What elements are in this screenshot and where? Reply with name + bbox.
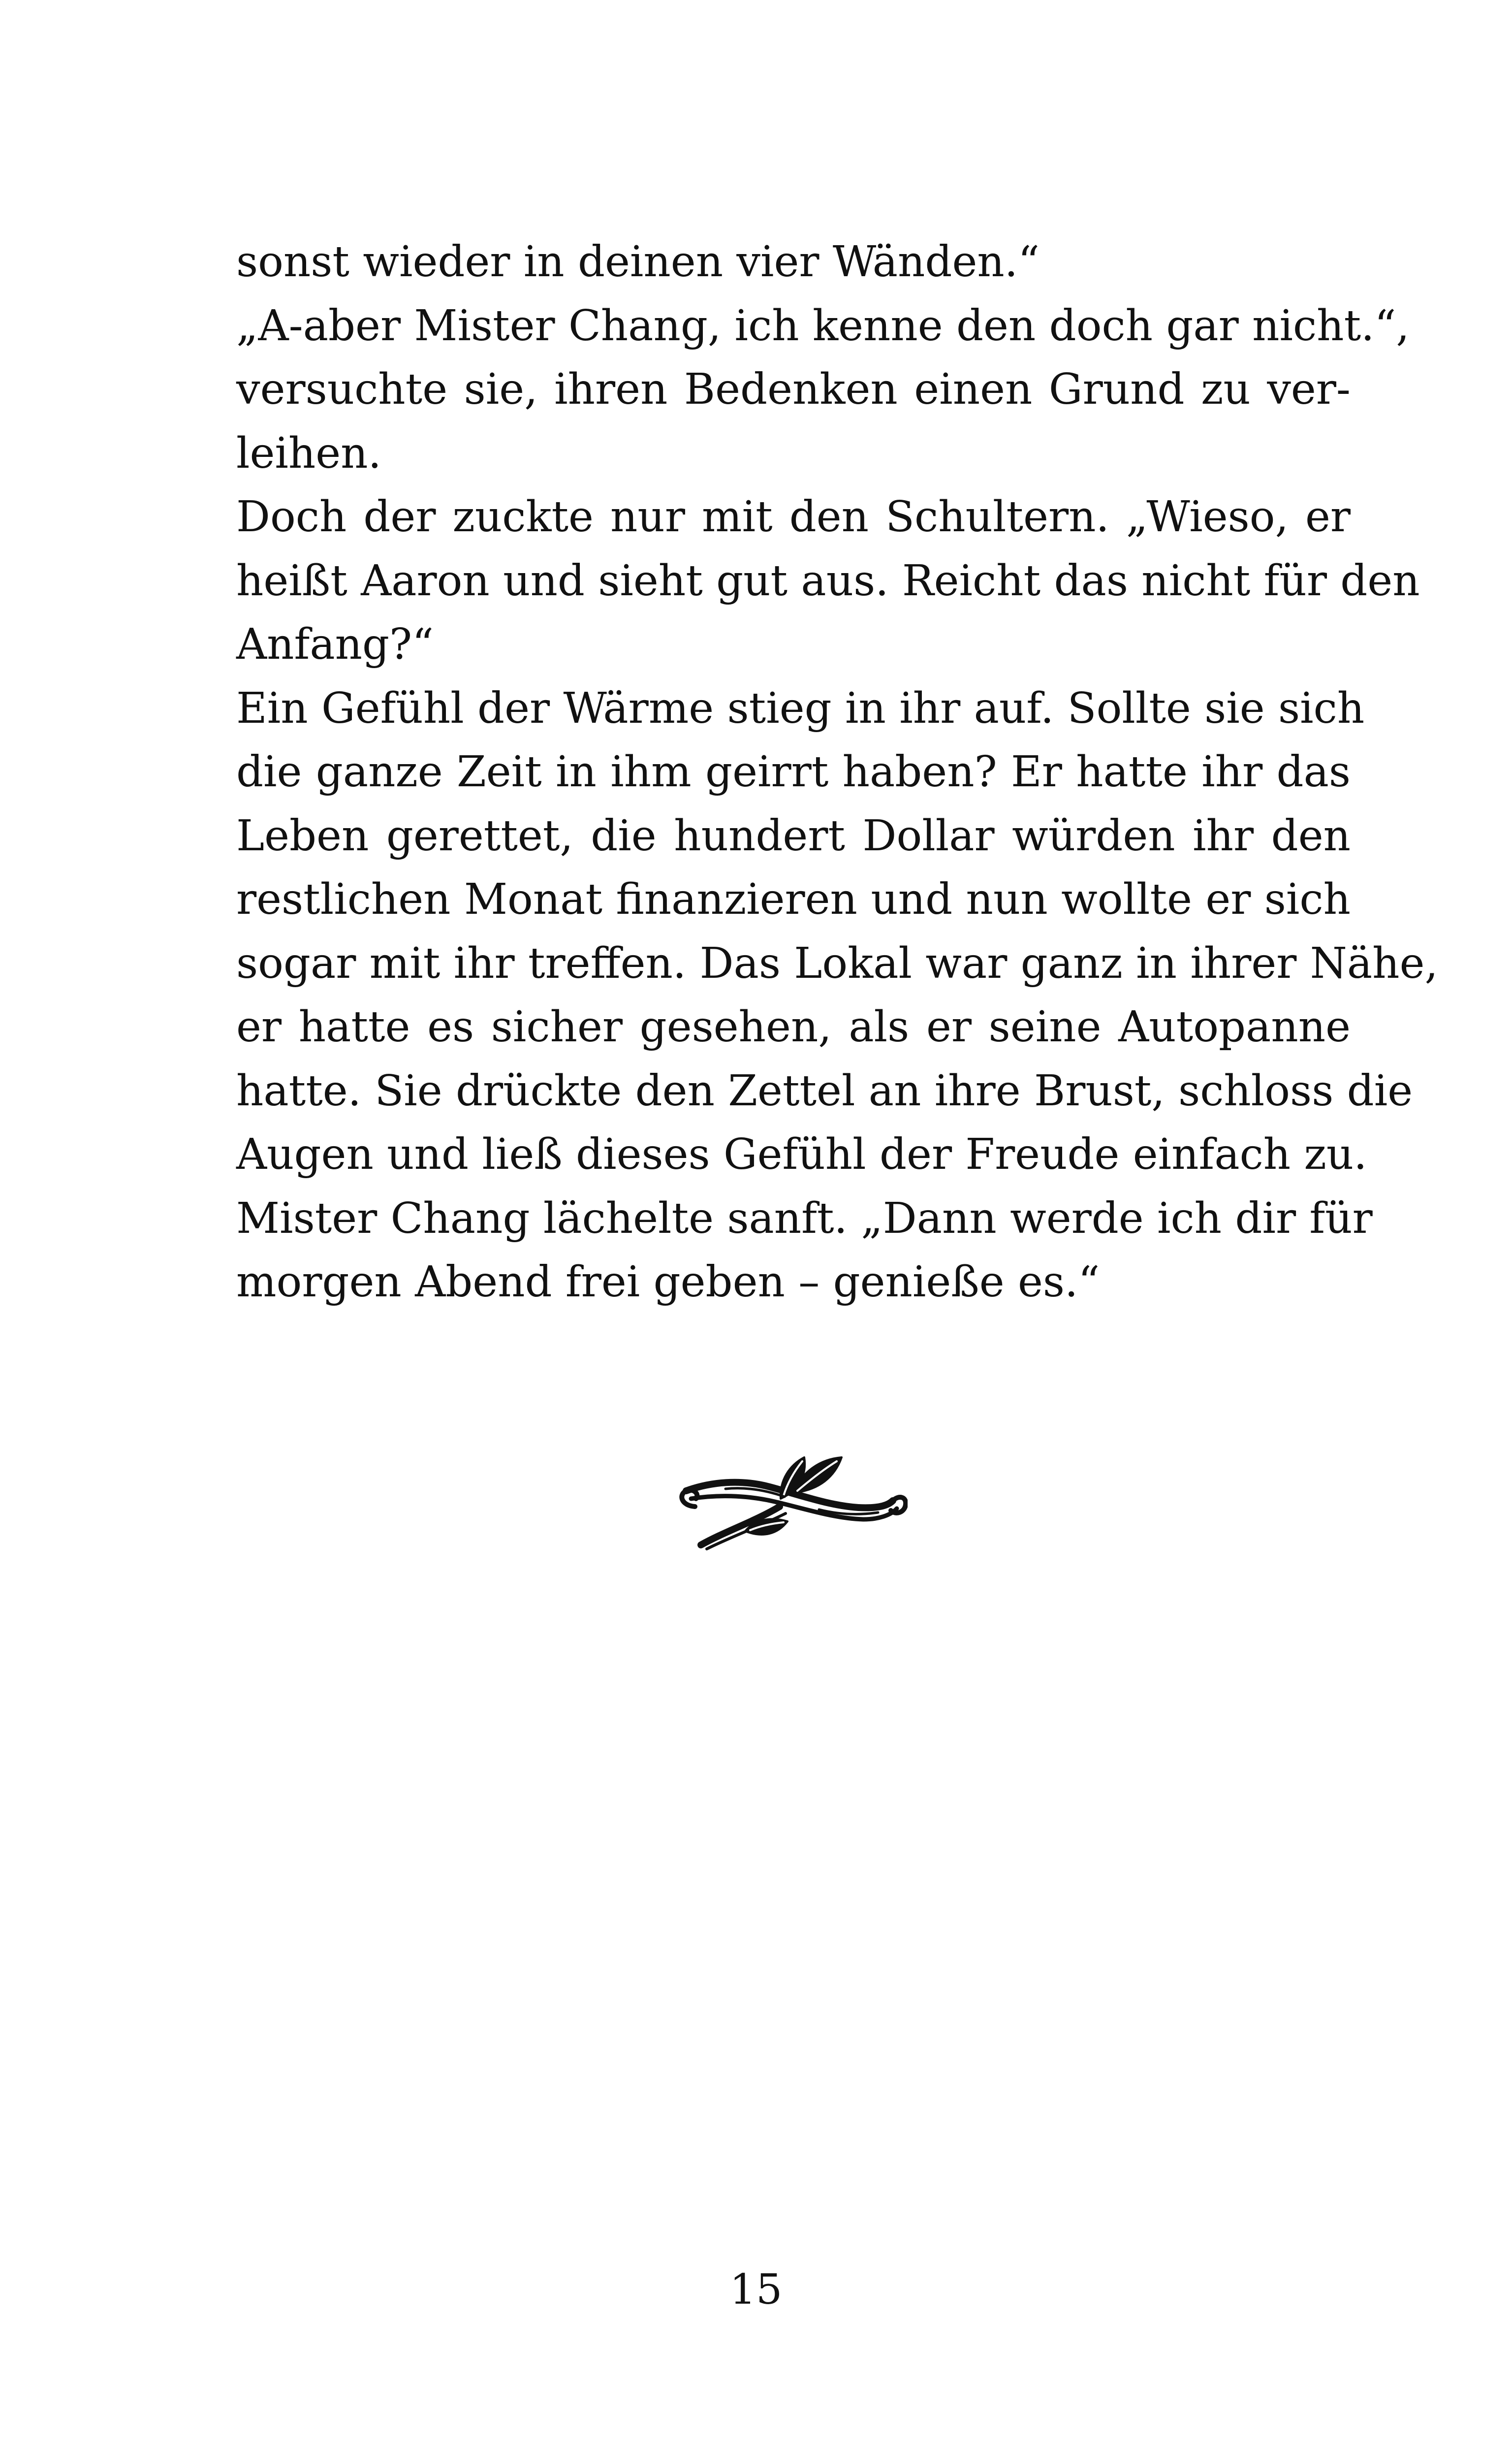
text-line: Augen und ließ dieses Gefühl der Freude einfach zu. (236, 1130, 1367, 1179)
body-text (236, 230, 1438, 1315)
text-line: Leben gerettet, die hundert Dollar würden ihr den (236, 811, 1351, 861)
text-line: Mister Chang lächelte sanft. „Dann werde ich dir für (236, 1193, 1373, 1243)
text-line: sogar mit ihr treffen. Das Lokal war ganz in ihrer Nähe, (236, 938, 1438, 988)
leaf-flourish-icon (671, 1447, 908, 1556)
text-line: Ein Gefühl der Wärme stieg in ihr auf. Sollte sie sich (236, 683, 1365, 733)
text-line: leihen. (236, 428, 381, 478)
text-line: er hatte es sicher gesehen, als er seine Autopanne (236, 1002, 1351, 1052)
text-line: heißt Aaron und sieht gut aus. Reicht das nicht für den (236, 556, 1420, 606)
text-line: „A-aber Mister Chang, ich kenne den doch gar nicht.“, (236, 301, 1410, 351)
text-line: restlichen Monat finanzieren und nun wollte er sich (236, 875, 1351, 924)
text-line: sonst wieder in deinen vier Wänden.“ (236, 237, 1040, 287)
text-line: versuchte sie, ihren Bedenken einen Grund zu ver- (236, 365, 1351, 414)
text-line: Doch der zuckte nur mit den Schultern. „Wieso, er (236, 492, 1351, 542)
text-line: morgen Abend frei geben – genieße es.“ (236, 1257, 1100, 1307)
text-line: hatte. Sie drückte den Zettel an ihre Brust, schloss die (236, 1066, 1413, 1116)
page-number: 15 (729, 2265, 783, 2314)
text-line: Anfang?“ (236, 620, 434, 669)
text-line: die ganze Zeit in ihm geirrt haben? Er hatte ihr das (236, 747, 1351, 797)
